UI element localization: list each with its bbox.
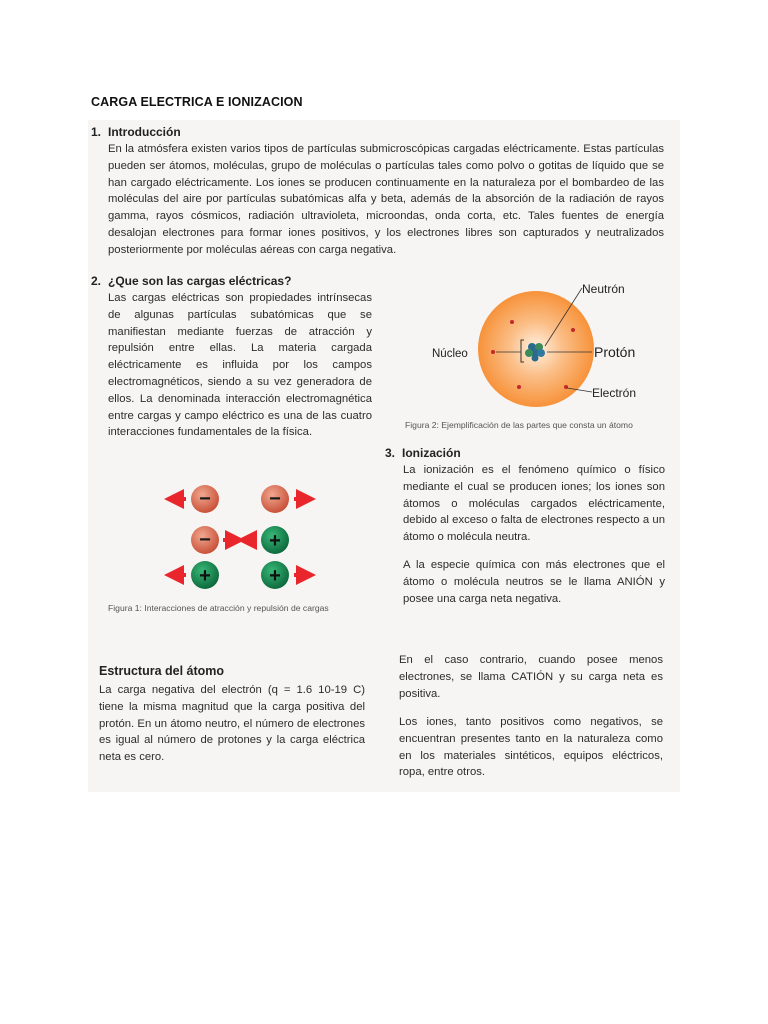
estructura-heading: Estructura del átomo xyxy=(99,664,225,678)
nucleus-label: Núcleo xyxy=(432,348,468,360)
proton-label: Protón xyxy=(594,344,636,360)
svg-text:−: − xyxy=(269,488,281,510)
charges-diagram xyxy=(160,478,320,590)
atom-figure-caption: Figura 2: Ejemplificación de las partes que consta un átomo xyxy=(405,420,633,430)
ionizacion-paragraph-4: Los iones, tanto positivos como negativos, se encuentran presentes tanto en la naturaleza como en los materiales sintéticos, equipos eléctricos, ropa, entre otros. xyxy=(399,716,663,779)
neutron-label: Neutrón xyxy=(582,282,625,296)
cargas-paragraph: Las cargas eléctricas son propiedades intrínsecas de algunas partículas subatómicas que se manifiestan mediante fuerzas de atracción y repulsión entre ellas. La materia cargada eléctricamente es influida por los campos electromagnéticos, siendo a su vez generadora de ellos. La denominada interacción electromagnética entre cargas y campo eléctrico es una de las cuatro interacciones fundamentales de la física. xyxy=(108,292,372,439)
svg-text:+: + xyxy=(199,565,211,587)
intro-paragraph: En la atmósfera existen varios tipos de partículas submicroscópicas cargadas eléctricamente. Estas partículas pueden ser átomos, moléculas, grupo de moléculas o partículas tales como polvo o gotitas de líquido que se han cargado eléctricamente. Los iones se producen continuamente en la naturaleza por el bombardeo de las moléculas del aire por partículas subatómicas alfa y beta, además de la absorción de la radiación de rayos gamma, rayos cósmicos, radiación ultravioleta, microondas, onda corta, etc. Tales fuentes de energía desalojan electrones para formar iones positivos, y los electrones libres son capturados y neutralizados posteriormente por moléculas aéreas con carga negativa. xyxy=(108,143,664,256)
intro-heading: 1. Introducción xyxy=(91,125,181,139)
document-title: CARGA ELECTRICA E IONIZACION xyxy=(91,95,303,109)
electron-label: Electrón xyxy=(592,386,637,400)
ionizacion-paragraph-3: En el caso contrario, cuando posee menos electrones, se llama CATIÓN y su carga neta es positiva. xyxy=(399,654,663,700)
estructura-paragraph: La carga negativa del electrón (q = 1.6 10-19 C) tiene la misma magnitud que la carga positiva del protón. En un átomo neutro, el número de electrones es igual al número de protones y la carga eléctrica neta es cero. xyxy=(99,684,365,764)
ionizacion-paragraph-2: A la especie química con más electrones que el átomo o molécula neutros se le llama ANIÓN y posee una carga neta negativa. xyxy=(403,559,665,605)
atom-diagram xyxy=(420,276,670,416)
charges-figure-caption: Figura 1: Interacciones de atracción y repulsión de cargas xyxy=(108,603,329,613)
ionizacion-paragraph-1: La ionización es el fenómeno químico o físico mediante el cual se producen iones; los iones son átomos o moléculas cargados eléctricamente, debido al exceso o falta de electrones respecto a un átomo o molécula neutra. xyxy=(403,464,665,544)
svg-text:−: − xyxy=(199,488,211,510)
svg-text:+: + xyxy=(269,565,281,587)
svg-text:−: − xyxy=(199,529,211,551)
ionizacion-heading: 3. Ionización xyxy=(385,446,461,460)
cargas-heading: 2. ¿Que son las cargas eléctricas? xyxy=(91,274,292,288)
svg-text:+: + xyxy=(269,530,281,552)
